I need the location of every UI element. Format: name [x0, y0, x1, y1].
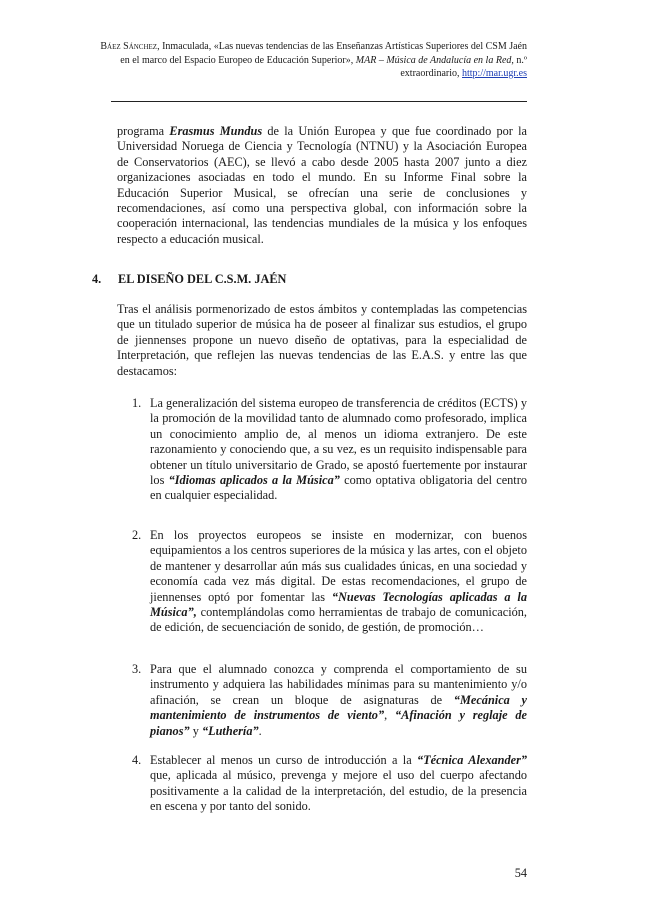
list-text: Para que el alumnado conozca y comprenda el comportamiento de su instrumento y adquiera las habilidades mínimas para su mantenimiento y/o afinación, se crean un bloque de asignaturas de [150, 662, 527, 707]
course-name: “Mecánica y mantenimiento de instrumentos de viento” [150, 692, 527, 723]
paragraph-text: de la Unión Europea y que fue coordinado por la Universidad Noruega de Ciencia y Tecnología (NTNU) y la Asociación Europea de Conservatorios (AEC), se llevó a cabo desde 2005 hasta 2007 junto a diez organizaciones asociadas en todo el mundo. En su Informe Final sobre la Educación Superior Musical, se ofrecían una serie de conclusiones y recomendaciones, así como una perspectiva global, con información sobre la cooperación internacional, las tendencias mundiales de la música y los enfoques respecto a educación musical. [117, 124, 527, 246]
header-journal: MAR – Música de Andalucía en la Red [355, 54, 512, 66]
list-text: que, aplicada al músico, prevenga y mejore el uso del cuerpo afectando positivamente a la calidad de la interpretación, del estudio, de la presencia en escena y por tanto del sonido. [150, 768, 527, 814]
header-author: Báez Sánchez [100, 41, 158, 52]
list-text: como optativa obligatoria del centro en cualquier especialidad. [150, 473, 527, 503]
list-number: 1. [132, 396, 142, 410]
course-name: “Idiomas aplicados a la Música” [168, 473, 340, 488]
section-title: EL DISEÑO DEL C.S.M. JAÉN [118, 272, 287, 286]
course-name: “Técnica Alexander” [416, 753, 528, 767]
list-text: En los proyectos europeos se insiste en modernizar, con buenos equipamientos a los centros superiores de la música y las artes, con el objeto de mantener y desarrollar aún más sus cualidades únicas, en una sociedad y economía cada vez más digital. De estas recomendaciones, el grupo de jiennenses optó por fomentar las [150, 528, 527, 604]
running-header [100, 40, 527, 81]
course-name: “Afinación y reglaje de pianos” [150, 708, 527, 738]
header-link[interactable]: http://mar.ugr.es [462, 68, 527, 79]
list-item [132, 753, 527, 815]
header-citation: , Inmaculada, «Las nuevas tendencias de las Enseñanzas Artísticas Superiores del CSM Jaén en el marco del Espacio Europeo de Educación Superior», [120, 41, 527, 66]
course-name: “Luthería” [201, 723, 259, 738]
list-number: 3. [132, 662, 142, 676]
list-text: contemplándolas como herramientas de trabajo de comunicación, de edición, de secuenciación de sonido, de gestión, de promoción… [150, 605, 527, 635]
list-text: Establecer al menos un curso de introducción a la [150, 753, 417, 767]
list-text: , [384, 708, 395, 723]
list-item-text [150, 753, 527, 815]
list-item-text [150, 662, 527, 739]
paragraph-continuation [117, 124, 527, 247]
list-text: y [189, 723, 202, 738]
header-issue: , n.º extraordinario, [400, 54, 527, 79]
course-name: “Nuevas Tecnologías aplicadas a la Música”, [150, 589, 527, 620]
section-number: 4. [92, 272, 102, 286]
list-text: La generalización del sistema europeo de transferencia de créditos (ECTS) y la promoción de la movilidad tanto de alumnado como profesorado, implica un conocimiento amplio de, al menos un idioma extranjero. De este razonamiento y conociendo que, a su vez, es un requisito indispensable para obtener un título universitario de Grado, se apostó fuertemente por instaurar los [150, 396, 527, 488]
list-number: 2. [132, 528, 142, 542]
section-heading [92, 272, 527, 287]
header-rule [111, 101, 527, 102]
page-number: 54 [514, 866, 527, 880]
program-name: Erasmus Mundus [169, 124, 263, 138]
list-item [132, 396, 527, 504]
list-item [132, 528, 527, 636]
section-intro: Tras el análisis pormenorizado de estos ámbitos y contempladas las competencias que un titulado superior de música ha de poseer al finalizar sus estudios, el grupo de jiennenses propone un nuevo diseño de optativas, para la especialidad de Interpretación, que reflejen las nuevas tendencias de las E.A.S. y entre las que destacamos: [117, 302, 527, 378]
list-item-text [150, 528, 527, 636]
list-item-text [150, 396, 527, 504]
list-number: 4. [132, 753, 142, 767]
list-item [132, 662, 527, 739]
paragraph-text: programa [117, 124, 170, 138]
list-text: . [258, 723, 262, 738]
